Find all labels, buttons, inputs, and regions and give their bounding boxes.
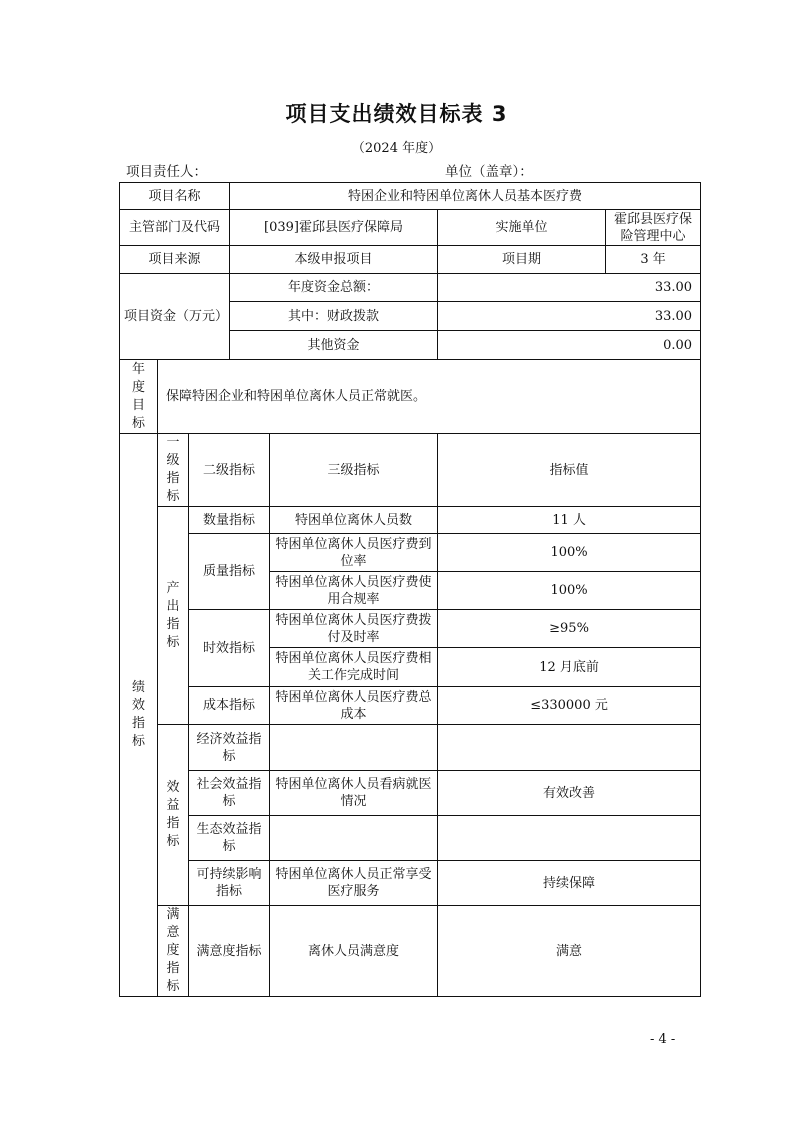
satisfaction-item: 离休人员满意度 bbox=[270, 906, 438, 997]
quantity-value: 11 人 bbox=[438, 507, 701, 534]
funds-total-label: 年度资金总额： bbox=[230, 274, 438, 302]
header-level2: 二级指标 bbox=[189, 434, 270, 507]
table-row bbox=[120, 274, 701, 302]
cost-value: ≤330000 元 bbox=[438, 687, 701, 725]
impl-label: 实施单位 bbox=[438, 210, 606, 246]
quantity-label: 数量指标 bbox=[189, 507, 270, 534]
satisfaction-label: 满意度指标 bbox=[158, 906, 189, 997]
quality-item-1: 特困单位离休人员医疗费到位率 bbox=[270, 534, 438, 572]
source-label: 项目来源 bbox=[120, 246, 230, 274]
sustain-value: 持续保障 bbox=[438, 861, 701, 906]
satisfaction-value: 满意 bbox=[438, 906, 701, 997]
quality-value-1: 100% bbox=[438, 534, 701, 572]
social-value: 有效改善 bbox=[438, 771, 701, 816]
timeliness-label: 时效指标 bbox=[189, 610, 270, 687]
quality-item-2: 特困单位离休人员医疗费使用合规率 bbox=[270, 572, 438, 610]
table-row bbox=[120, 816, 701, 861]
time-value-2: 12 月底前 bbox=[438, 648, 701, 687]
ecological-item bbox=[270, 816, 438, 861]
cost-item: 特困单位离休人员医疗费总成本 bbox=[270, 687, 438, 725]
table-row bbox=[120, 183, 701, 210]
page-title: 项目支出绩效目标表 3 bbox=[285, 102, 508, 126]
ecological-value bbox=[438, 816, 701, 861]
header-level3: 三级指标 bbox=[270, 434, 438, 507]
funds-label: 项目资金（万元） bbox=[120, 274, 230, 360]
satisfaction-level2: 满意度指标 bbox=[189, 906, 270, 997]
table-row bbox=[120, 507, 701, 534]
quality-value-2: 100% bbox=[438, 572, 701, 610]
sustain-item: 特困单位离休人员正常享受医疗服务 bbox=[270, 861, 438, 906]
sustain-label: 可持续影响指标 bbox=[189, 861, 270, 906]
time-item-1: 特困单位离休人员医疗费拨付及时率 bbox=[270, 610, 438, 648]
period-label: 项目期 bbox=[438, 246, 606, 274]
unit-seal-label: 单位（盖章）： bbox=[445, 164, 533, 180]
perf-label: 绩效指标 bbox=[120, 434, 158, 997]
goal-label: 年度目标 bbox=[120, 360, 158, 434]
goal-text: 保障特困企业和特困单位离休人员正常就医。 bbox=[158, 360, 701, 434]
cost-label: 成本指标 bbox=[189, 687, 270, 725]
economic-item bbox=[270, 725, 438, 771]
ecological-label: 生态效益指标 bbox=[189, 816, 270, 861]
table-row bbox=[120, 610, 701, 648]
table-row bbox=[120, 210, 701, 246]
project-name-label: 项目名称 bbox=[120, 183, 230, 210]
performance-target-table bbox=[119, 182, 701, 997]
table-row bbox=[120, 534, 701, 572]
time-value-1: ≥95% bbox=[438, 610, 701, 648]
economic-label: 经济效益指标 bbox=[189, 725, 270, 771]
dept-label: 主管部门及代码 bbox=[120, 210, 230, 246]
fiscal-year: （2024 年度） bbox=[351, 141, 442, 156]
project-name-value: 特困企业和特困单位离休人员基本医疗费 bbox=[230, 183, 701, 210]
funds-fiscal-label: 其中：财政拨款 bbox=[230, 302, 438, 331]
impl-value: 霍邱县医疗保险管理中心 bbox=[606, 210, 701, 246]
social-label: 社会效益指标 bbox=[189, 771, 270, 816]
source-value: 本级申报项目 bbox=[230, 246, 438, 274]
output-label: 产出指标 bbox=[158, 507, 189, 725]
table-row bbox=[120, 861, 701, 906]
funds-fiscal-value: 33.00 bbox=[438, 302, 701, 331]
period-value: 3 年 bbox=[606, 246, 701, 274]
table-row bbox=[120, 687, 701, 725]
dept-value: [039]霍邱县医疗保障局 bbox=[230, 210, 438, 246]
funds-other-label: 其他资金 bbox=[230, 331, 438, 360]
quantity-item: 特困单位离休人员数 bbox=[270, 507, 438, 534]
table-row bbox=[120, 906, 701, 997]
header-level1: 一级指标 bbox=[158, 434, 189, 507]
funds-other-value: 0.00 bbox=[438, 331, 701, 360]
quality-label: 质量指标 bbox=[189, 534, 270, 610]
header-value: 指标值 bbox=[438, 434, 701, 507]
responsible-person-label: 项目责任人： bbox=[126, 164, 207, 180]
table-row bbox=[120, 434, 701, 507]
table-row bbox=[120, 771, 701, 816]
table-row bbox=[120, 725, 701, 771]
economic-value bbox=[438, 725, 701, 771]
benefit-label: 效益指标 bbox=[158, 725, 189, 906]
page-number: - 4 - bbox=[650, 1032, 676, 1047]
social-item: 特困单位离休人员看病就医情况 bbox=[270, 771, 438, 816]
time-item-2: 特困单位离休人员医疗费相关工作完成时间 bbox=[270, 648, 438, 687]
table-row bbox=[120, 246, 701, 274]
table-row bbox=[120, 360, 701, 434]
funds-total-value: 33.00 bbox=[438, 274, 701, 302]
